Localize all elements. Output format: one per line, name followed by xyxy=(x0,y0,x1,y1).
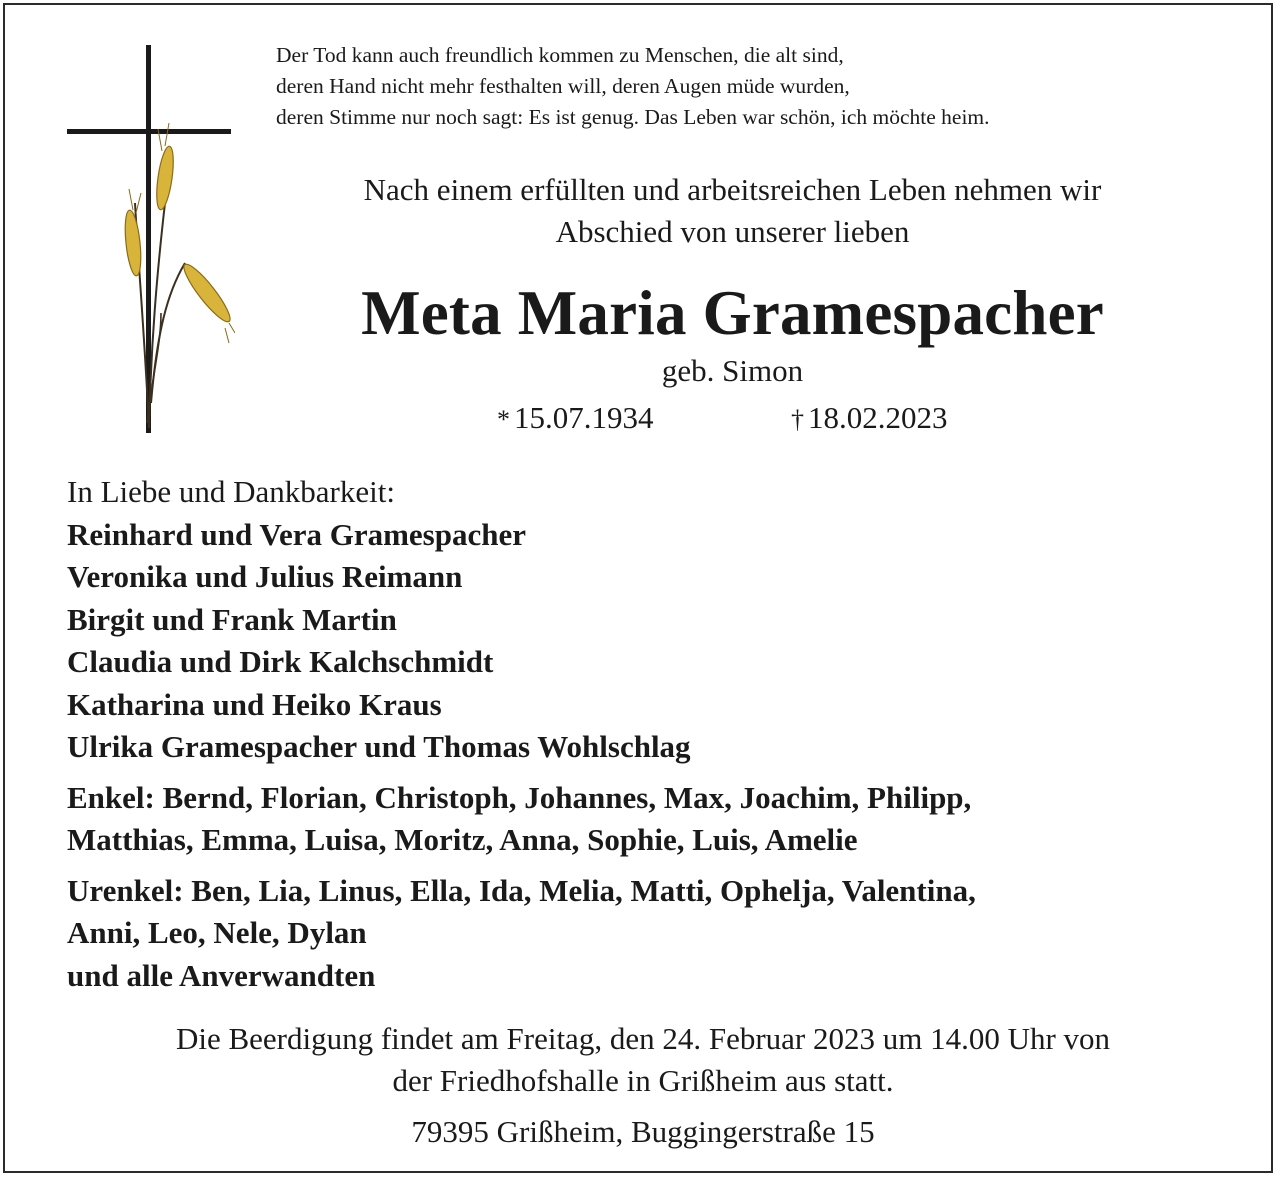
poem xyxy=(276,40,1256,133)
death-date-value: 18.02.2023 xyxy=(808,400,948,435)
funeral-line: Die Beerdigung findet am Freitag, den 24. Februar 2023 um 14.00 Uhr von xyxy=(175,1021,1111,1056)
deceased-name: Meta Maria Gramespacher xyxy=(361,278,1104,348)
birth-symbol: * xyxy=(497,405,510,434)
intro-line: Nach einem erfüllten und arbeitsreichen Leben nehmen wir xyxy=(363,172,1102,207)
address: 79395 Grißheim, Buggingerstraße 15 xyxy=(411,1114,875,1149)
family-member: Claudia und Dirk Kalchschmidt xyxy=(67,644,494,679)
intro-text xyxy=(245,169,1220,253)
intro-line: Abschied von unserer lieben xyxy=(555,214,910,249)
birth-name: geb. Simon xyxy=(661,353,804,388)
family-member: Reinhard und Vera Gramespacher xyxy=(67,516,526,552)
family-member: Katharina und Heiko Kraus xyxy=(67,686,442,722)
great-grandchildren-line: Anni, Leo, Nele, Dylan xyxy=(67,915,367,950)
poem-line: deren Hand nicht mehr festhalten will, deren Augen müde wurden, xyxy=(276,74,850,98)
obituary-notice xyxy=(3,3,1273,1173)
birth-date-value: 15.07.1934 xyxy=(514,400,654,435)
death-symbol: † xyxy=(791,405,804,434)
poem-line: deren Stimme nur noch sagt: Es ist genug. Das Leben war schön, ich möchte heim. xyxy=(276,105,990,129)
family-member: Birgit und Frank Martin xyxy=(67,601,397,637)
poem-line: Der Tod kann auch freundlich kommen zu Menschen, die alt sind, xyxy=(276,43,844,67)
birth-date xyxy=(497,399,654,439)
family-lead: In Liebe und Dankbarkeit: xyxy=(67,474,395,509)
family-member: Ulrika Gramespacher und Thomas Wohlschlag xyxy=(67,729,691,764)
grandchildren xyxy=(67,777,1247,862)
grandchildren-line: Matthias, Emma, Luisa, Moritz, Anna, Sophie, Luis, Amelie xyxy=(67,822,858,857)
family-list xyxy=(67,471,1247,997)
grandchildren-line: Enkel: Bernd, Florian, Christoph, Johannes, Max, Joachim, Philipp, xyxy=(67,779,972,815)
death-date xyxy=(791,399,948,439)
great-grandchildren-line: Urenkel: Ben, Lia, Linus, Ella, Ida, Melia, Matti, Ophelja, Valentina, xyxy=(67,872,976,908)
funeral-line: der Friedhofshalle in Grißheim aus statt. xyxy=(392,1063,894,1098)
family-member: Veronika und Julius Reimann xyxy=(67,559,463,594)
great-grandchildren xyxy=(67,870,1247,998)
funeral-info xyxy=(45,1018,1241,1102)
relatives: und alle Anverwandten xyxy=(67,957,376,993)
cross-with-wheat-icon xyxy=(65,43,235,435)
